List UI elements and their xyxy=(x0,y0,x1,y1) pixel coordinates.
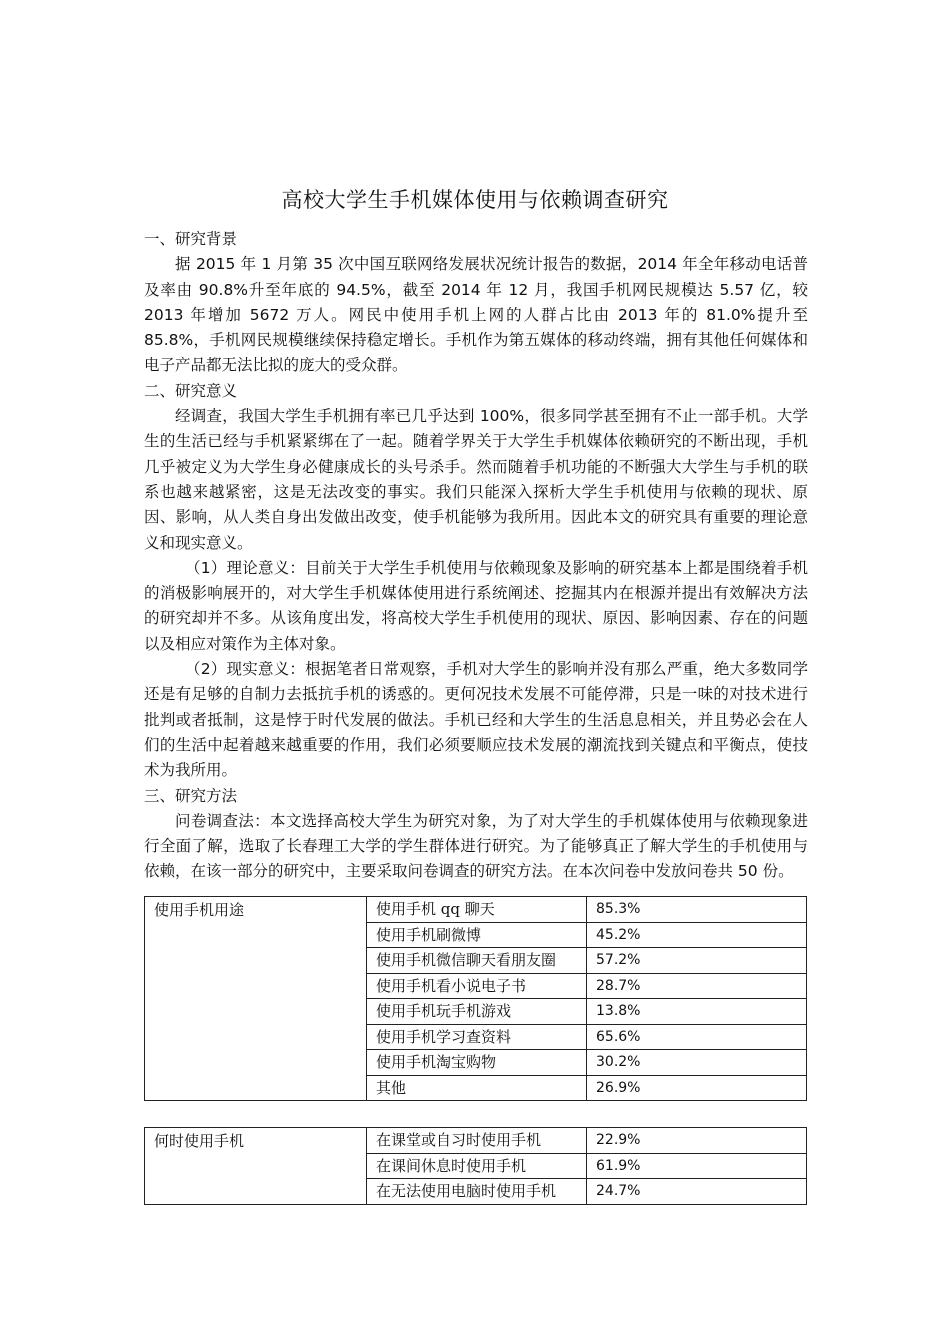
table-item-cell: 使用手机看小说电子书 xyxy=(367,973,587,999)
table-percent-cell: 85.3% xyxy=(587,897,807,923)
table-item-cell: 使用手机微信聊天看朋友圈 xyxy=(367,948,587,974)
table-item-cell: 使用手机刷微博 xyxy=(367,922,587,948)
table-item-cell: 使用手机淘宝购物 xyxy=(367,1050,587,1076)
usage-time-table xyxy=(144,1127,807,1205)
section-heading-significance: 二、研究意义 xyxy=(144,381,238,400)
usage-purpose-table xyxy=(144,896,807,1101)
table-item-cell: 在无法使用电脑时使用手机 xyxy=(367,1179,587,1205)
table-percent-cell: 24.7% xyxy=(587,1179,807,1205)
table-percent-cell: 22.9% xyxy=(587,1128,807,1154)
table-percent-cell: 45.2% xyxy=(587,922,807,948)
table-percent-cell: 26.9% xyxy=(587,1075,807,1101)
table-percent-cell: 65.6% xyxy=(587,1024,807,1050)
table-item-cell: 在课间休息时使用手机 xyxy=(367,1153,587,1179)
document-body xyxy=(144,227,808,885)
paragraph-significance: 经调查，我国大学生手机拥有率已几乎达到 100%，很多同学甚至拥有不止一部手机。大学生的生活已经与手机紧紧绑在了一起。随着学界关于大学生手机媒体依赖研究的不断出现，手机几乎被定义为大学生身必健康成长的头号杀手。然而随着手机功能的不断强大大学生与手机的联系也越来越紧密，这是无法改变的事实。我们只能深入探析大学生手机使用与依赖的现状、原因、影响，从人类自身出发做出改变，使手机能够为我所用。因此本文的研究具有重要的理论意义和现实意义。 xyxy=(144,407,808,552)
paragraph-practical-significance: （2）现实意义：根据笔者日常观察，手机对大学生的影响并没有那么严重，绝大多数同学还是有足够的自制力去抵抗手机的诱惑的。更何况技术发展不可能停滞，只是一味的对技术进行批判或者抵制，这是悖于时代发展的做法。手机已经和大学生的生活息息相关，并且势必会在人们的生活中起着越来越重要的作用，我们必须要顺应技术发展的潮流找到关键点和平衡点，使技术为我所用。 xyxy=(144,660,808,780)
table-item-cell: 在课堂或自习时使用手机 xyxy=(367,1128,587,1154)
table-item-cell: 使用手机 qq 聊天 xyxy=(367,897,587,923)
table-percent-cell: 30.2% xyxy=(587,1050,807,1076)
table-item-cell: 使用手机玩手机游戏 xyxy=(367,999,587,1025)
table-percent-cell: 28.7% xyxy=(587,973,807,999)
table-row xyxy=(145,897,807,923)
table-percent-cell: 61.9% xyxy=(587,1153,807,1179)
paragraph-background: 据 2015 年 1 月第 35 次中国互联网络发展状况统计报告的数据，2014 年全年移动电话普及率由 90.8%升至年底的 94.5%，截至 2014 年 12 月，我国手机网民规模达 5.57 亿，较 2013 年增加 5672 万人。网民中使用手机上网的人群占比由 2013 年的 81.0%提升至 85.8%，手机网民规模继续保持稳定增长。手机作为第五媒体的移动终端，拥有其他任何媒体和电子产品都无法比拟的庞大的受众群。 xyxy=(144,255,808,375)
table-percent-cell: 13.8% xyxy=(587,999,807,1025)
table-category-cell: 何时使用手机 xyxy=(145,1128,367,1205)
paragraph-theoretical-significance: （1）理论意义：目前关于大学生手机使用与依赖现象及影响的研究基本上都是围绕着手机的消极影响展开的，对大学生手机媒体使用进行系统阐述、挖掘其内在根源并提出有效解决方法的研究却并不多。从该角度出发，将高校大学生手机使用的现状、原因、影响因素、存在的问题以及相应对策作为主体对象。 xyxy=(144,558,808,653)
section-heading-background: 一、研究背景 xyxy=(144,230,238,248)
paragraph-method: 问卷调查法：本文选择高校大学生为研究对象，为了对大学生的手机媒体使用与依赖现象进行全面了解，选取了长春理工大学的学生群体进行研究。为了能够真正了解大学生的手机使用与依赖，在该一部分的研究中，主要采取问卷调查的研究方法。在本次问卷中发放问卷共 50 份。 xyxy=(144,811,808,881)
table-category-cell: 使用手机用途 xyxy=(145,897,367,1101)
section-heading-method: 三、研究方法 xyxy=(144,786,238,805)
table-item-cell: 其他 xyxy=(367,1075,587,1101)
table-percent-cell: 57.2% xyxy=(587,948,807,974)
document-title: 高校大学生手机媒体使用与依赖调查研究 xyxy=(281,188,669,212)
table-item-cell: 使用手机学习查资料 xyxy=(367,1024,587,1050)
table-row xyxy=(145,1128,807,1154)
